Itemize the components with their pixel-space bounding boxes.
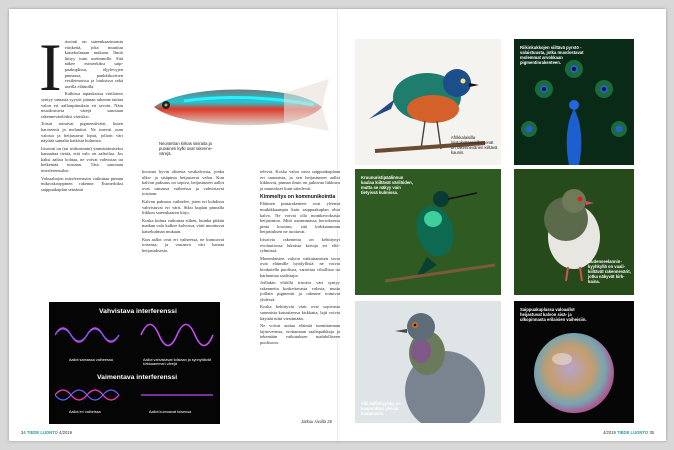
- pigeon-photo: [355, 301, 501, 423]
- paragraph: Kalkissa tapauksissa värilointo syntyy samasta syystä: pinnan rakenne taittaa valon eri aallonpituuksia eri tavoin. Näin muodostuvia värejä sanotaan rakennevärilöiksi värisiksi.: [41, 91, 123, 119]
- paragraph: Kun aallot ovat eri vaiheessa, ne kumoavat toisensa, ja vastaava väri katoaa heijastuksesta.: [142, 236, 224, 253]
- green-pigeon-caption: Uudenseelanninkyyhkyllä on vaalikiiltävät rakennevärit, jotka näkyvät kirkkaina.: [588, 259, 631, 284]
- right-footer: [603, 430, 654, 435]
- continued-note: Jatkuu sivulla 26: [301, 419, 332, 424]
- starling-caption: Afrikkalaisilla loistokottaraisilla nenät on rakennevärien kiiltävä kaunis.: [451, 135, 498, 155]
- paragraph: Irisoivia rakenteita on kehittynyt evoluutiossa lukuisia kertoja eri eliöryhmissä.: [260, 236, 340, 254]
- constructive-waves: [55, 318, 215, 352]
- neon-tetra-fish-image: [144, 71, 334, 143]
- paragraph: Koska kulma vaikuttaa siihen, kuinka pitkän matkan valo kulkee kalvossa, värit muuttuvat katsekulman mukaan.: [142, 217, 224, 234]
- pigeon-caption: Villi kalliokyyhky on kaupunkien yleisin kumpuvalo.: [361, 401, 401, 416]
- left-column-1: [39, 29, 123, 194]
- destructive-label-right: Aallot kumoavat toisensa: [149, 410, 192, 414]
- paragraph: Toisin toimivat pigmenttivärit, kuten karoteenit ja melaniini. Ne imevät osan valosta ja heijastavat loput, jolloin väri näyttää samalta kaikista kulmista.: [41, 121, 123, 144]
- paragraph: Valoaaltojen interferenssiin vaikuttaa pinnan mikroskooppinen rakenne. Esimerkiksi saippuakuplan seinämä: [41, 175, 123, 192]
- green-pigeon-photo: [514, 169, 634, 295]
- paragraph: Joillakin eliöillä irisoiva väri syntyy rakennetta koskettavasta valosta, mutta joillain pigmentit ja rakenne toimivat yhdessä.: [260, 280, 340, 302]
- magazine-spread: [9, 9, 666, 441]
- constructive-label-left: Aallot samassa vaiheessa: [69, 358, 113, 362]
- paragraph: Eläinten pintarakenteet ovat yleensä mutkikkaampia kuin saippuakuplan ohut kalvo. Ne voivat olla monikerroksisia heijastimia. Mitä useammassa kerroksessa pinta koostuu, sitä kirkkaamman heijastuksen ne tuottavat.: [260, 201, 340, 235]
- paragraph: televat. Koska valoa osuu saippuakuplaan eri suunnista, ja sen heijastuneet aallot liikkuvat, pinnan ilmiö on jatkuvaa liikkuva ja muutokset kuin säteilevät.: [260, 169, 340, 191]
- paragraph: Koska kehittyvät värit ovat sopivasta suunnista katsottaessa kirkkaita, lajit voivat käyttää niitä viestintään.: [260, 304, 340, 321]
- interference-diagram: [49, 302, 220, 424]
- magazine-name: TIEDE LUONTO: [26, 430, 58, 435]
- destructive-label-left: Aallot eri vaiheissa: [69, 410, 101, 414]
- issue-number: 4/2019: [59, 430, 72, 435]
- constructive-title: Vahvistava interferenssi: [99, 308, 177, 315]
- left-footer: [21, 430, 72, 435]
- constructive-label-right: Aallot vahvistavat toisiaan ja synnyttävät kirkkaamman värejä: [143, 358, 211, 367]
- issue-number: 4/2019: [603, 430, 616, 435]
- paragraph: Ne voivat auttaa eläimiä tunnistamaan lajitoverinsa, erottamaan saalispaikkoja ja tekemään vaikutuksen mahdolliseen puolisoon.: [260, 323, 340, 346]
- fish-caption: Neontetran kirkas siniraita ja punainen kylki ovat rakennevärejä.: [159, 141, 213, 156]
- starling-photo: [355, 39, 501, 165]
- page-number: 34: [21, 430, 26, 435]
- left-column-2: [142, 169, 224, 255]
- magazine-name: TIEDE LUONTO: [617, 430, 649, 435]
- hummingbird-photo: [355, 169, 501, 295]
- paragraph: Kalvon paksuus vaihtelee, joten eri kohdissa vahvistuvat eri värit. Siksi kuplan pinnalla liikkuu sateenkaaren kirjo.: [142, 198, 224, 216]
- destructive-title: Vaimentava interferenssi: [97, 374, 178, 381]
- right-column-3: [260, 169, 340, 348]
- bubble-caption: Saippuakuplassa valoaallot heijastuvat kalvon sisä- ja ulkopinnasta erilaisien vaiheisiin.: [520, 307, 587, 322]
- subheading: Kimmeltys on kommunikointia: [260, 194, 336, 201]
- hummingbird-caption: Kruunuristipäälinnun kaulaa kiiltävät värilöiden, mutta se näkyy vain tietyissä kulmissa.: [361, 175, 413, 195]
- page-number: 35: [649, 430, 654, 435]
- paragraph: risointi on sateenkaarimaista värikettä, joka muuttuu katsekulmaan mukaan. Ilmiö liittyy tuttu useimmille. Sitä näkee esimerkiksi saippuakuplissa, öljylevyjen pinnassa, pankkikorttien vesileimoissa ja hiuksissa sekä useilla eläimillä.: [64, 39, 123, 89]
- paragraph: Monenlaisten valoon vaikuttamisen tavat ovat eläimille hyödyllisiä: ne voivat houkutella puolisoa, varoittaa vihollisia tai harhauttaa saalistajia.: [260, 255, 340, 278]
- peacock-caption: Riikinkukkojen siiltävä pyrstö valaistuusta, jotka muodostavat molemmat arvokkaan pigmentinrakenteen.: [520, 45, 584, 65]
- paragraph: Irisointi on (tai iridisoinnin) ymmärtämiseksi kannattaa tietää, että valo on aaltoilua. Jos kaksi aaltoa kohtaa, ne voivat vahvistaa tai heikentää toisiaan. Tätä sanotaan interferenssiksi.: [41, 145, 123, 174]
- drop-cap: I: [39, 29, 62, 105]
- paragraph: koostuu hyvin ohuesta vesikalvosta, jonka ulko- ja sisäpinta heijastavat valoa. Kun kalvon paksuus on sopiva, heijastuneet aallot ovat samassa vaiheessa ja vahvistavat toisiaan.: [142, 169, 224, 197]
- peacock-photo: [514, 39, 634, 165]
- destructive-waves: [55, 384, 215, 406]
- soap-bubble-photo: [514, 301, 634, 423]
